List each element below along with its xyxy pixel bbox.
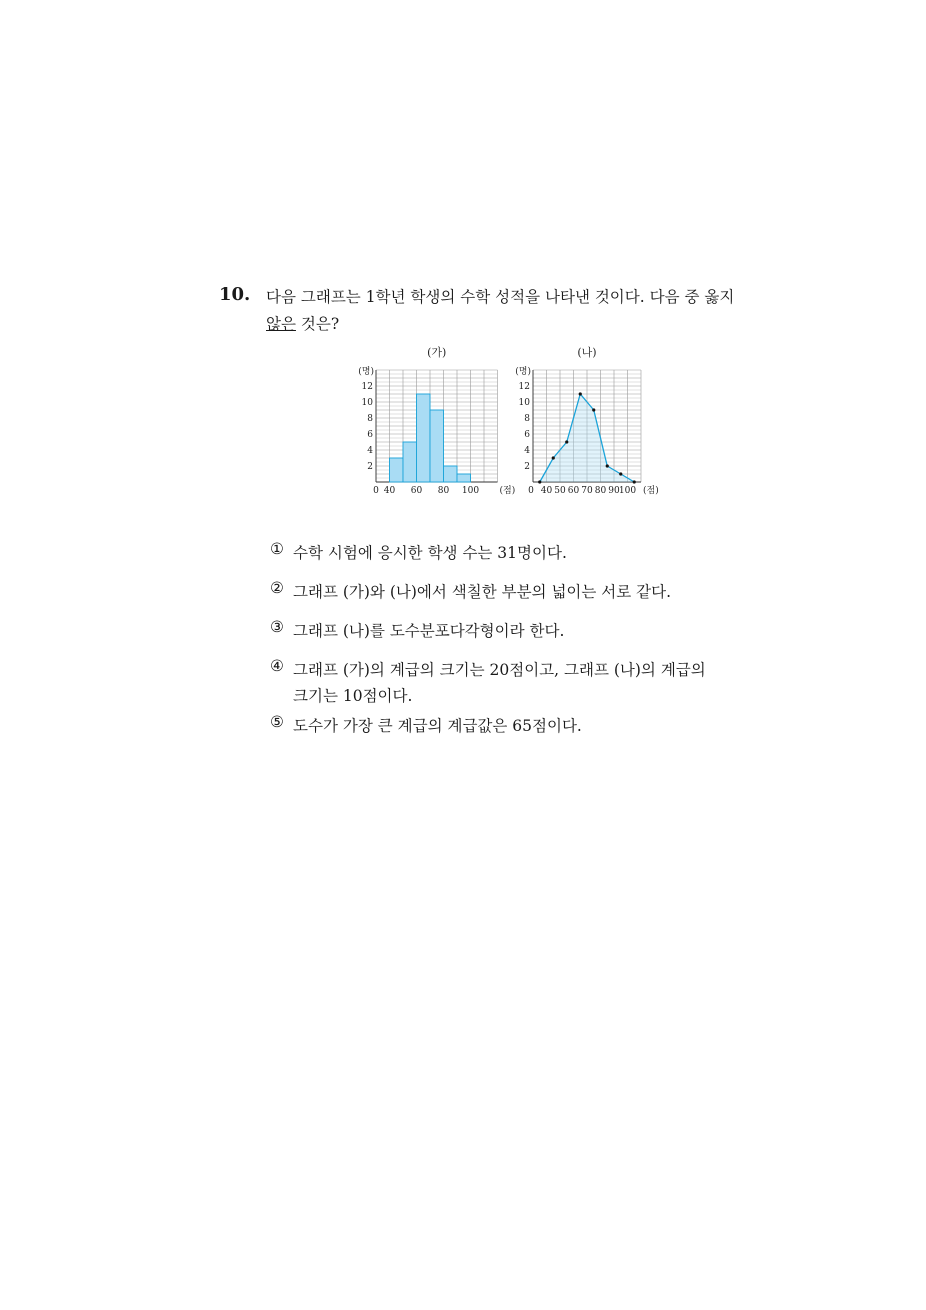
- x-axis-label: (점): [643, 486, 659, 496]
- choice-3-text: 그래프 (나)를 도수분포다각형이라 한다.: [293, 622, 565, 640]
- choice-4[interactable]: [270, 657, 730, 709]
- data-point: [592, 408, 595, 411]
- data-point: [633, 480, 636, 483]
- data-point: [538, 480, 541, 483]
- data-point: [579, 392, 582, 395]
- chart-2: [533, 370, 641, 484]
- y-tick-label: 4: [367, 446, 373, 456]
- chart-title: (나): [577, 346, 597, 359]
- choice-4-text: [293, 657, 730, 709]
- choice-1-mark: ①: [270, 540, 284, 558]
- stem-line-1: 다음 그래프는 1학년 학생의 수학 성적을 나타낸 것이다. 다음 중 옳지: [266, 288, 735, 306]
- choice-3-mark: ③: [270, 618, 284, 636]
- choice-3[interactable]: [270, 618, 730, 644]
- y-tick-label: 4: [524, 446, 530, 456]
- charts-area: [350, 343, 670, 503]
- y-tick-label: 12: [361, 382, 373, 392]
- y-tick-label: 6: [367, 430, 373, 440]
- charts-svg: [350, 343, 670, 503]
- histogram-bar: [430, 410, 444, 482]
- choice-4-mark: ④: [270, 657, 284, 675]
- histogram-bar: [417, 394, 431, 482]
- x-tick-label: 80: [594, 486, 607, 496]
- x-tick-label: 100: [461, 486, 480, 496]
- y-tick-label: 8: [524, 414, 530, 424]
- x-tick-label: 60: [567, 486, 580, 496]
- x-tick-label: 40: [540, 486, 553, 496]
- histogram-bar: [390, 458, 404, 482]
- data-point: [552, 456, 555, 459]
- x-tick-label: 0: [528, 486, 534, 496]
- histogram-bar: [444, 466, 458, 482]
- y-axis-label: (명): [515, 367, 531, 377]
- x-tick-label: 90: [608, 486, 620, 496]
- y-tick-label: 10: [361, 398, 373, 408]
- choice-2-text: 그래프 (가)와 (나)에서 색칠한 부분의 넓이는 서로 같다.: [293, 583, 672, 601]
- x-tick-label: 80: [437, 486, 450, 496]
- stem-rest: 것은?: [295, 315, 340, 333]
- choice-2[interactable]: [270, 579, 730, 605]
- x-tick-label: 50: [554, 486, 566, 496]
- x-tick-label: 60: [410, 486, 423, 496]
- choice-1[interactable]: [270, 540, 730, 566]
- chart-title: (가): [427, 346, 447, 359]
- x-tick-label: 0: [373, 486, 379, 496]
- choice-5-text: 도수가 가장 큰 계급의 계급값은 65점이다.: [293, 717, 582, 735]
- data-point: [606, 464, 609, 467]
- y-tick-label: 8: [367, 414, 373, 424]
- data-point: [619, 472, 622, 475]
- y-axis-label: (명): [358, 367, 374, 377]
- question-number: 10.: [219, 284, 251, 305]
- x-tick-label: 40: [383, 486, 396, 496]
- data-point: [565, 440, 568, 443]
- histogram-bar: [457, 474, 471, 482]
- choice-2-mark: ②: [270, 579, 284, 597]
- y-tick-label: 12: [518, 382, 530, 392]
- choice-5-mark: ⑤: [270, 713, 284, 731]
- stem-underlined-word: 않은: [266, 315, 296, 333]
- histogram-bar: [403, 442, 417, 482]
- choice-5[interactable]: [270, 713, 730, 739]
- question-stem: [266, 284, 746, 338]
- chart-1: [376, 370, 498, 482]
- choice-1-text: 수학 시험에 응시한 학생 수는 31명이다.: [293, 544, 567, 562]
- choice-4-text-line1: 그래프 (가)의 계급의 크기는 20점이고, 그래프 (나)의 계급의: [293, 661, 706, 679]
- x-tick-label: 100: [618, 486, 637, 496]
- choices-list: [270, 540, 730, 739]
- y-tick-label: 2: [367, 462, 373, 472]
- y-tick-label: 10: [518, 398, 530, 408]
- x-axis-label: (점): [499, 486, 516, 496]
- y-tick-label: 6: [524, 430, 530, 440]
- choice-4-text-line2: 크기는 10점이다.: [293, 687, 413, 705]
- x-tick-label: 70: [581, 486, 593, 496]
- y-tick-label: 2: [524, 462, 530, 472]
